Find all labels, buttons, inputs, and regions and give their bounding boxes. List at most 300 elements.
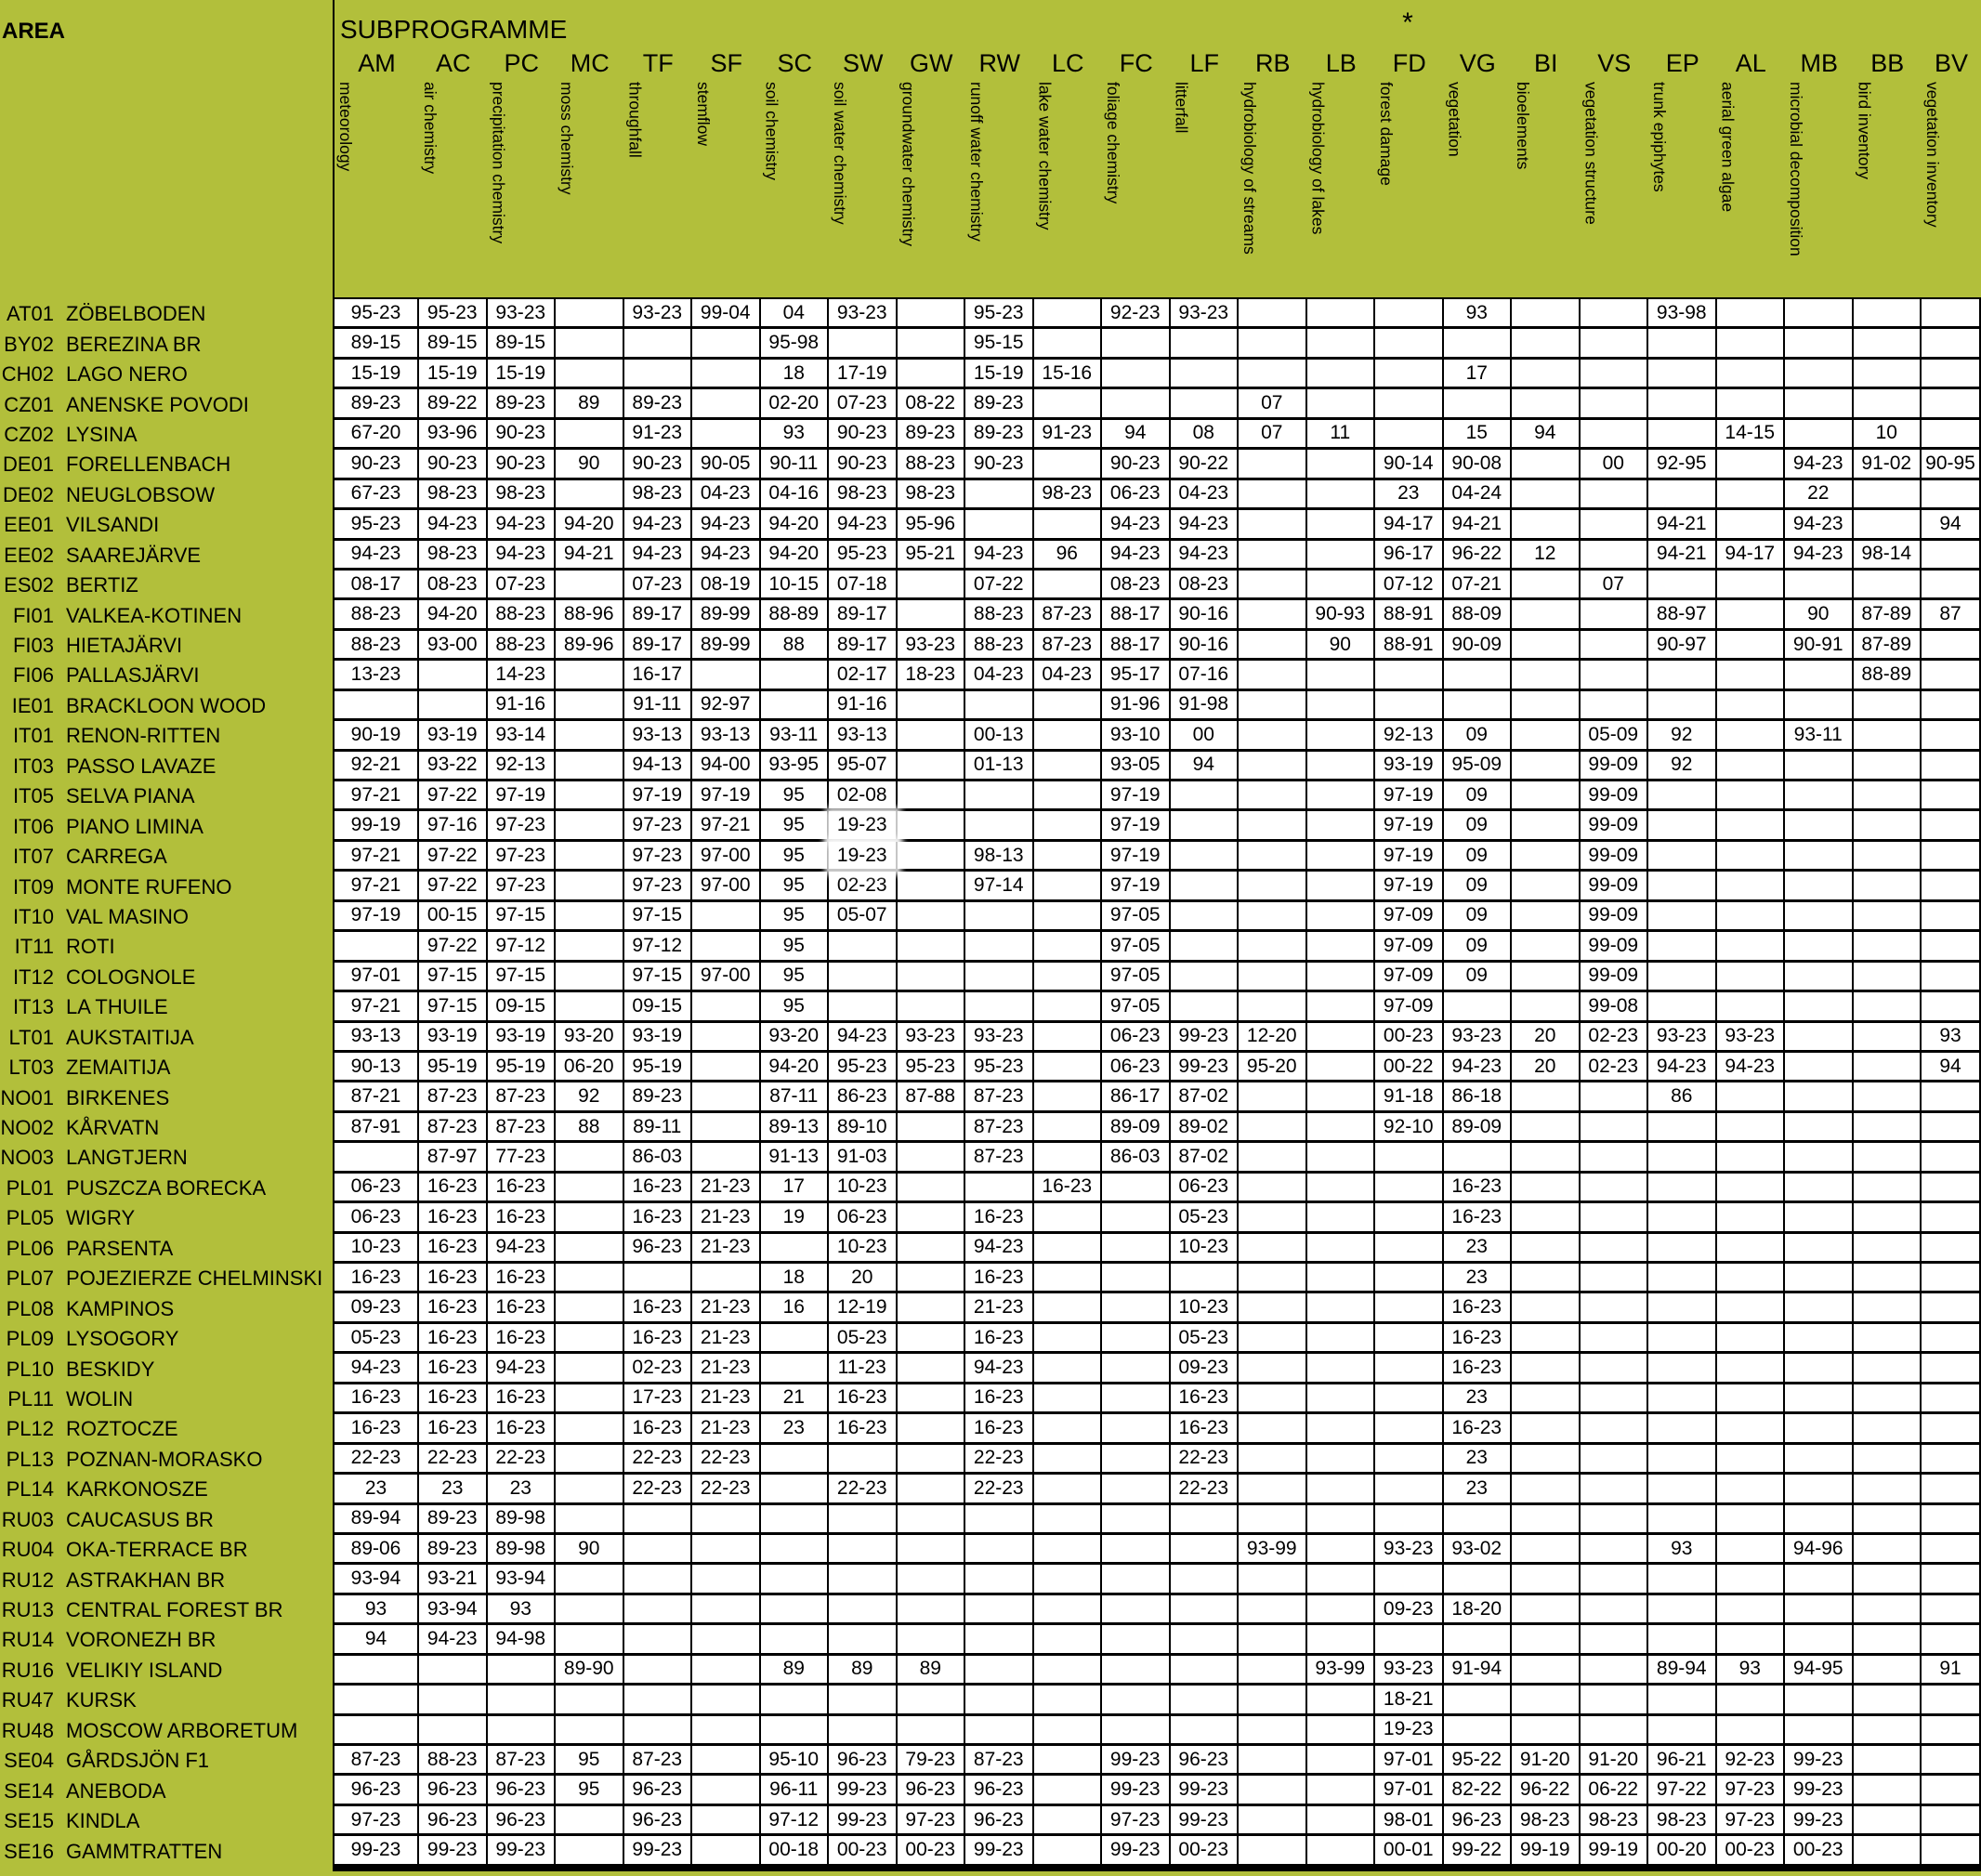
matrix-cell-PL09-BV xyxy=(1922,1324,1981,1354)
matrix-cell-IT03-MB xyxy=(1785,752,1854,781)
area-name: LYSINA xyxy=(66,422,138,446)
matrix-cell-ES02-LF: 08-23 xyxy=(1171,571,1240,600)
matrix-cell-RU47-VG xyxy=(1444,1686,1513,1715)
matrix-cell-IT12-AL xyxy=(1717,963,1786,992)
matrix-cell-IT09-MB xyxy=(1785,872,1854,901)
matrix-cell-IT07-BI xyxy=(1512,842,1581,872)
row-label-SE16 xyxy=(0,1836,333,1866)
column-name-AL: aerial green algae xyxy=(1718,82,1738,213)
matrix-cell-PL09-FD xyxy=(1375,1324,1444,1354)
matrix-cell-SE15-PC: 96-23 xyxy=(488,1806,557,1836)
matrix-cell-LT03-GW: 95-23 xyxy=(898,1053,966,1082)
matrix-cell-PL14-SC xyxy=(761,1475,830,1504)
matrix-cell-SE16-MB: 00-23 xyxy=(1785,1836,1854,1866)
matrix-cell-PL10-GW xyxy=(898,1354,966,1384)
matrix-cell-PL05-BB xyxy=(1854,1203,1922,1233)
matrix-cell-IT13-FC: 97-05 xyxy=(1102,992,1171,1022)
matrix-cell-RU04-SW xyxy=(829,1535,898,1565)
matrix-cell-SE04-AM: 87-23 xyxy=(335,1746,419,1776)
matrix-cell-IT01-VS: 05-09 xyxy=(1581,721,1649,751)
matrix-cell-PL09-BI xyxy=(1512,1324,1581,1354)
matrix-cell-LT03-AL: 94-23 xyxy=(1717,1053,1786,1082)
matrix-cell-RU12-RB xyxy=(1239,1565,1307,1594)
matrix-cell-NO03-EP xyxy=(1648,1143,1717,1173)
matrix-cell-PL10-SF: 21-23 xyxy=(692,1354,761,1384)
matrix-cell-IT11-VG: 09 xyxy=(1444,932,1513,962)
matrix-cell-IT07-FC: 97-19 xyxy=(1102,842,1171,872)
matrix-cell-IT07-BB xyxy=(1854,842,1922,872)
matrix-cell-IE01-VS xyxy=(1581,691,1649,721)
matrix-cell-CH02-MC xyxy=(556,360,624,389)
matrix-cell-FI06-AC xyxy=(419,661,488,690)
matrix-cell-EE02-EP: 94-21 xyxy=(1648,541,1717,571)
matrix-cell-RU13-LC xyxy=(1034,1595,1103,1625)
matrix-cell-LT01-RW: 93-23 xyxy=(965,1023,1034,1053)
area-code: RU47 xyxy=(1,1688,54,1712)
matrix-cell-PL13-SW xyxy=(829,1445,898,1475)
area-name: ROZTOCZE xyxy=(66,1417,178,1441)
matrix-cell-IT05-SF: 97-19 xyxy=(692,781,761,811)
matrix-cell-CZ02-AC: 93-96 xyxy=(419,420,488,450)
matrix-cell-RU12-AL xyxy=(1717,1565,1786,1594)
matrix-cell-NO03-VG xyxy=(1444,1143,1513,1173)
area-name: VORONEZH BR xyxy=(66,1628,216,1652)
matrix-cell-DE02-SF: 04-23 xyxy=(692,480,761,510)
matrix-cell-RU16-BI xyxy=(1512,1656,1581,1686)
matrix-cell-PL05-MB xyxy=(1785,1203,1854,1233)
matrix-cell-PL08-FC xyxy=(1102,1293,1171,1323)
column-name-GW: groundwater chemistry xyxy=(899,82,918,247)
column-name-SW: soil water chemistry xyxy=(831,82,849,225)
matrix-cell-PL12-RW: 16-23 xyxy=(965,1414,1034,1444)
matrix-cell-RU16-BB xyxy=(1854,1656,1922,1686)
matrix-cell-PL11-BV xyxy=(1922,1384,1981,1414)
matrix-cell-NO01-RW: 87-23 xyxy=(965,1082,1034,1112)
matrix-cell-PL13-BV xyxy=(1922,1445,1981,1475)
matrix-cell-IT12-GW xyxy=(898,963,966,992)
matrix-cell-RU12-FC xyxy=(1102,1565,1171,1594)
matrix-cell-EE01-LF: 94-23 xyxy=(1171,510,1240,540)
matrix-cell-EE01-LC xyxy=(1034,510,1103,540)
matrix-cell-FI06-MB xyxy=(1785,661,1854,690)
matrix-cell-IT01-MB: 93-11 xyxy=(1785,721,1854,751)
matrix-cell-IT11-BB xyxy=(1854,932,1922,962)
matrix-cell-DE02-EP xyxy=(1648,480,1717,510)
matrix-cell-ES02-EP xyxy=(1648,571,1717,600)
matrix-cell-PL12-SW: 16-23 xyxy=(829,1414,898,1444)
matrix-cell-BY02-SW xyxy=(829,329,898,359)
matrix-cell-RU16-AL: 93 xyxy=(1717,1656,1786,1686)
matrix-cell-FI03-SW: 89-17 xyxy=(829,631,898,661)
matrix-cell-RU12-AC: 93-21 xyxy=(419,1565,488,1594)
matrix-cell-IT07-PC: 97-23 xyxy=(488,842,557,872)
matrix-cell-PL11-AC: 16-23 xyxy=(419,1384,488,1414)
matrix-cell-RU47-FD: 18-21 xyxy=(1375,1686,1444,1715)
matrix-cell-FI06-SF xyxy=(692,661,761,690)
matrix-cell-IT06-SC: 95 xyxy=(761,811,830,841)
matrix-cell-PL11-GW xyxy=(898,1384,966,1414)
matrix-cell-SE16-LB xyxy=(1307,1836,1376,1866)
matrix-cell-PL13-FC xyxy=(1102,1445,1171,1475)
matrix-cell-FI03-LB: 90 xyxy=(1307,631,1376,661)
column-code-AM: AM xyxy=(358,49,396,77)
matrix-cell-CH02-LC: 15-16 xyxy=(1034,360,1103,389)
matrix-cell-LT01-GW: 93-23 xyxy=(898,1023,966,1053)
matrix-cell-PL08-MB xyxy=(1785,1293,1854,1323)
matrix-cell-RU47-SW xyxy=(829,1686,898,1715)
area-name: GÅRDSJÖN F1 xyxy=(66,1749,210,1773)
matrix-cell-CH02-LF xyxy=(1171,360,1240,389)
matrix-cell-IT11-VS: 99-09 xyxy=(1581,932,1649,962)
matrix-cell-PL13-AM: 22-23 xyxy=(335,1445,419,1475)
matrix-cell-BY02-MB xyxy=(1785,329,1854,359)
matrix-cell-RU47-EP xyxy=(1648,1686,1717,1715)
row-label-IT01 xyxy=(0,721,333,751)
matrix-cell-IT05-MB xyxy=(1785,781,1854,811)
matrix-cell-RU13-SF xyxy=(692,1595,761,1625)
matrix-cell-PL13-AC: 22-23 xyxy=(419,1445,488,1475)
area-code: PL10 xyxy=(6,1357,54,1381)
matrix-cell-RU12-VS xyxy=(1581,1565,1649,1594)
matrix-cell-IT13-TF: 09-15 xyxy=(624,992,693,1022)
matrix-cell-RU16-LF xyxy=(1171,1656,1240,1686)
matrix-cell-FI06-GW: 18-23 xyxy=(898,661,966,690)
matrix-cell-PL12-SC: 23 xyxy=(761,1414,830,1444)
row-label-EE01 xyxy=(0,510,333,540)
matrix-cell-PL06-LC xyxy=(1034,1234,1103,1264)
matrix-cell-PL14-BI xyxy=(1512,1475,1581,1504)
matrix-cell-IT11-MB xyxy=(1785,932,1854,962)
matrix-cell-FI06-FD xyxy=(1375,661,1444,690)
matrix-cell-ES02-LB xyxy=(1307,571,1376,600)
matrix-cell-IE01-FC: 91-96 xyxy=(1102,691,1171,721)
matrix-cell-RU03-AC: 89-23 xyxy=(419,1505,488,1535)
matrix-cell-PL05-GW xyxy=(898,1203,966,1233)
matrix-cell-RU13-MC xyxy=(556,1595,624,1625)
matrix-cell-DE02-VS xyxy=(1581,480,1649,510)
matrix-cell-RU16-RW xyxy=(965,1656,1034,1686)
matrix-cell-PL09-SF: 21-23 xyxy=(692,1324,761,1354)
matrix-cell-LT01-BV: 93 xyxy=(1922,1023,1981,1053)
matrix-cell-PL06-VS xyxy=(1581,1234,1649,1264)
row-label-PL05 xyxy=(0,1203,333,1233)
matrix-cell-PL12-LF: 16-23 xyxy=(1171,1414,1240,1444)
matrix-cell-RU03-BB xyxy=(1854,1505,1922,1535)
matrix-cell-DE02-BB xyxy=(1854,480,1922,510)
matrix-cell-PL07-VS xyxy=(1581,1264,1649,1293)
matrix-cell-IT09-SW: 02-23 xyxy=(829,872,898,901)
area-name: KAMPINOS xyxy=(66,1296,175,1320)
matrix-cell-PL14-LF: 22-23 xyxy=(1171,1475,1240,1504)
matrix-cell-CH02-FC xyxy=(1102,360,1171,389)
matrix-cell-IT13-GW xyxy=(898,992,966,1022)
matrix-cell-CH02-SW: 17-19 xyxy=(829,360,898,389)
area-name: FORELLENBACH xyxy=(66,453,231,477)
matrix-cell-BY02-VG xyxy=(1444,329,1513,359)
matrix-cell-IT10-AL xyxy=(1717,902,1786,932)
matrix-cell-PL05-SW: 06-23 xyxy=(829,1203,898,1233)
matrix-cell-DE01-VG: 90-08 xyxy=(1444,450,1513,479)
matrix-cell-PL14-AL xyxy=(1717,1475,1786,1504)
matrix-cell-NO02-BI xyxy=(1512,1113,1581,1143)
column-code-SF: SF xyxy=(710,49,742,77)
matrix-cell-DE01-TF: 90-23 xyxy=(624,450,693,479)
matrix-cell-NO02-SC: 89-13 xyxy=(761,1113,830,1143)
matrix-cell-IT03-RB xyxy=(1239,752,1307,781)
matrix-cell-NO02-EP xyxy=(1648,1113,1717,1143)
matrix-cell-NO03-SF xyxy=(692,1143,761,1173)
matrix-cell-RU47-BV xyxy=(1922,1686,1981,1715)
matrix-cell-PL12-MB xyxy=(1785,1414,1854,1444)
matrix-cell-SE15-LF: 99-23 xyxy=(1171,1806,1240,1836)
matrix-cell-PL06-RB xyxy=(1239,1234,1307,1264)
column-code-FC: FC xyxy=(1119,49,1153,77)
matrix-cell-IT05-BB xyxy=(1854,781,1922,811)
matrix-cell-PL11-LF: 16-23 xyxy=(1171,1384,1240,1414)
matrix-cell-SE16-LF: 00-23 xyxy=(1171,1836,1240,1866)
matrix-cell-FI06-TF: 16-17 xyxy=(624,661,693,690)
row-label-RU14 xyxy=(0,1625,333,1655)
area-name: ZEMAITIJA xyxy=(66,1056,171,1080)
matrix-cell-IT13-RW xyxy=(965,992,1034,1022)
matrix-cell-FI06-BB: 88-89 xyxy=(1854,661,1922,690)
matrix-cell-SE14-LC xyxy=(1034,1776,1103,1805)
matrix-cell-DE01-FD: 90-14 xyxy=(1375,450,1444,479)
matrix-cell-PL14-GW xyxy=(898,1475,966,1504)
matrix-cell-PL13-RW: 22-23 xyxy=(965,1445,1034,1475)
matrix-cell-IT01-RB xyxy=(1239,721,1307,751)
matrix-cell-AT01-RB xyxy=(1239,299,1307,329)
matrix-cell-CZ02-FD xyxy=(1375,420,1444,450)
matrix-cell-PL08-BI xyxy=(1512,1293,1581,1323)
row-label-AT01 xyxy=(0,299,333,329)
matrix-cell-CH02-VS xyxy=(1581,360,1649,389)
matrix-cell-PL10-SC xyxy=(761,1354,830,1384)
matrix-cell-FI03-BV xyxy=(1922,631,1981,661)
matrix-cell-BY02-VS xyxy=(1581,329,1649,359)
area-code: RU16 xyxy=(1,1658,54,1682)
area-name: VAL MASINO xyxy=(66,904,190,928)
matrix-cell-IT12-FD: 97-09 xyxy=(1375,963,1444,992)
matrix-cell-SE15-FC: 97-23 xyxy=(1102,1806,1171,1836)
area-name: ZÖBELBODEN xyxy=(66,302,206,326)
area-code: PL01 xyxy=(6,1175,54,1200)
row-label-IT03 xyxy=(0,752,333,781)
matrix-cell-PL11-VG: 23 xyxy=(1444,1384,1513,1414)
matrix-cell-CZ02-BI: 94 xyxy=(1512,420,1581,450)
matrix-cell-IT12-SF: 97-00 xyxy=(692,963,761,992)
matrix-cell-NO02-GW xyxy=(898,1113,966,1143)
matrix-cell-IT12-TF: 97-15 xyxy=(624,963,693,992)
matrix-cell-PL14-BV xyxy=(1922,1475,1981,1504)
matrix-cell-PL09-VS xyxy=(1581,1324,1649,1354)
matrix-cell-RU47-VS xyxy=(1581,1686,1649,1715)
matrix-cell-PL08-AL xyxy=(1717,1293,1786,1323)
matrix-cell-IT05-GW xyxy=(898,781,966,811)
matrix-cell-RU12-TF xyxy=(624,1565,693,1594)
matrix-cell-CZ02-VG: 15 xyxy=(1444,420,1513,450)
matrix-cell-IT06-SW: 19-23 xyxy=(829,811,898,841)
matrix-cell-CZ02-SF xyxy=(692,420,761,450)
matrix-cell-BY02-RW: 95-15 xyxy=(965,329,1034,359)
matrix-cell-CZ01-BV xyxy=(1922,389,1981,419)
matrix-cell-RU04-TF xyxy=(624,1535,693,1565)
matrix-cell-LT01-SF xyxy=(692,1023,761,1053)
matrix-cell-IT12-AC: 97-15 xyxy=(419,963,488,992)
matrix-cell-IT10-MC xyxy=(556,902,624,932)
matrix-cell-IT01-AL xyxy=(1717,721,1786,751)
matrix-cell-PL06-SW: 10-23 xyxy=(829,1234,898,1264)
matrix-cell-NO03-MC xyxy=(556,1143,624,1173)
matrix-cell-RU03-BI xyxy=(1512,1505,1581,1535)
row-label-PL08 xyxy=(0,1293,333,1323)
matrix-cell-IT13-SF xyxy=(692,992,761,1022)
matrix-cell-CZ01-BI xyxy=(1512,389,1581,419)
matrix-cell-SE14-TF: 96-23 xyxy=(624,1776,693,1805)
matrix-cell-PL05-RB xyxy=(1239,1203,1307,1233)
matrix-cell-IT13-SC: 95 xyxy=(761,992,830,1022)
matrix-cell-CH02-RW: 15-19 xyxy=(965,360,1034,389)
matrix-cell-PL11-LC xyxy=(1034,1384,1103,1414)
matrix-cell-IT06-AM: 99-19 xyxy=(335,811,419,841)
matrix-cell-RU14-VG xyxy=(1444,1625,1513,1655)
matrix-cell-SE04-AL: 92-23 xyxy=(1717,1746,1786,1776)
matrix-cell-IT01-GW xyxy=(898,721,966,751)
matrix-cell-FI01-BV: 87 xyxy=(1922,600,1981,630)
matrix-cell-PL01-LC: 16-23 xyxy=(1034,1174,1103,1203)
matrix-cell-LT03-MB xyxy=(1785,1053,1854,1082)
matrix-cell-PL01-EP xyxy=(1648,1174,1717,1203)
matrix-cell-EE01-FD: 94-17 xyxy=(1375,510,1444,540)
matrix-cell-LT03-FC: 06-23 xyxy=(1102,1053,1171,1082)
matrix-cell-PL05-BV xyxy=(1922,1203,1981,1233)
matrix-cell-RU14-EP xyxy=(1648,1625,1717,1655)
matrix-cell-PL10-MC xyxy=(556,1354,624,1384)
matrix-cell-NO03-BB xyxy=(1854,1143,1922,1173)
matrix-cell-PL14-AM: 23 xyxy=(335,1475,419,1504)
matrix-cell-PL05-EP xyxy=(1648,1203,1717,1233)
column-code-VG: VG xyxy=(1459,49,1496,77)
area-code: IT09 xyxy=(12,874,54,899)
matrix-cell-PL07-BI xyxy=(1512,1264,1581,1293)
matrix-cell-PL11-EP xyxy=(1648,1384,1717,1414)
matrix-cell-AT01-AM: 95-23 xyxy=(335,299,419,329)
area-code: CZ02 xyxy=(4,422,54,446)
matrix-cell-ES02-VS: 07 xyxy=(1581,571,1649,600)
matrix-cell-IT06-MC xyxy=(556,811,624,841)
matrix-cell-PL08-GW xyxy=(898,1293,966,1323)
area-name: VELIKIY ISLAND xyxy=(66,1658,223,1682)
matrix-cell-FI01-EP: 88-97 xyxy=(1648,600,1717,630)
row-label-RU04 xyxy=(0,1535,333,1565)
matrix-cell-CZ01-SC: 02-20 xyxy=(761,389,830,419)
matrix-cell-CZ02-GW: 89-23 xyxy=(898,420,966,450)
matrix-cell-RU03-FC xyxy=(1102,1505,1171,1535)
matrix-cell-PL09-BB xyxy=(1854,1324,1922,1354)
column-code-FD: FD xyxy=(1392,49,1426,77)
matrix-cell-RU48-SF xyxy=(692,1716,761,1746)
matrix-cell-RU04-SC xyxy=(761,1535,830,1565)
matrix-cell-IT05-RB xyxy=(1239,781,1307,811)
matrix-cell-PL05-LB xyxy=(1307,1203,1376,1233)
matrix-cell-AT01-PC: 93-23 xyxy=(488,299,557,329)
matrix-cell-IT12-VG: 09 xyxy=(1444,963,1513,992)
area-code: PL11 xyxy=(7,1386,54,1410)
matrix-cell-CZ02-LC: 91-23 xyxy=(1034,420,1103,450)
matrix-cell-IT06-LC xyxy=(1034,811,1103,841)
matrix-cell-PL11-SW: 16-23 xyxy=(829,1384,898,1414)
matrix-cell-SE14-AL: 97-23 xyxy=(1717,1776,1786,1805)
matrix-cell-FI03-SC: 88 xyxy=(761,631,830,661)
matrix-cell-RU47-RB xyxy=(1239,1686,1307,1715)
matrix-cell-RU12-BI xyxy=(1512,1565,1581,1594)
matrix-cell-IE01-RW xyxy=(965,691,1034,721)
matrix-cell-PL10-TF: 02-23 xyxy=(624,1354,693,1384)
matrix-cell-RU16-PC xyxy=(488,1656,557,1686)
matrix-cell-RU14-TF xyxy=(624,1625,693,1655)
matrix-cell-PL06-FD xyxy=(1375,1234,1444,1264)
matrix-cell-NO01-TF: 89-23 xyxy=(624,1082,693,1112)
matrix-cell-RU04-LC xyxy=(1034,1535,1103,1565)
area-code: IT13 xyxy=(12,995,54,1019)
matrix-cell-SE14-PC: 96-23 xyxy=(488,1776,557,1805)
matrix-cell-PL13-EP xyxy=(1648,1445,1717,1475)
matrix-cell-FI01-RB xyxy=(1239,600,1307,630)
matrix-cell-PL08-MC xyxy=(556,1293,624,1323)
area-name: PARSENTA xyxy=(66,1236,174,1260)
matrix-cell-ES02-RB xyxy=(1239,571,1307,600)
matrix-cell-IT06-BB xyxy=(1854,811,1922,841)
matrix-cell-DE02-AC: 98-23 xyxy=(419,480,488,510)
matrix-cell-CZ02-BV xyxy=(1922,420,1981,450)
area-code: RU14 xyxy=(1,1628,54,1652)
area-code: NO03 xyxy=(0,1146,54,1170)
matrix-cell-IT12-BV xyxy=(1922,963,1981,992)
area-name: KURSK xyxy=(66,1688,137,1712)
matrix-cell-RU12-SF xyxy=(692,1565,761,1594)
matrix-cell-PL12-LB xyxy=(1307,1414,1376,1444)
matrix-cell-PL06-MC xyxy=(556,1234,624,1264)
matrix-cell-FI01-SF: 89-99 xyxy=(692,600,761,630)
matrix-cell-CH02-SC: 18 xyxy=(761,360,830,389)
matrix-cell-DE02-GW: 98-23 xyxy=(898,480,966,510)
matrix-cell-PL12-PC: 16-23 xyxy=(488,1414,557,1444)
row-label-IT07 xyxy=(0,842,333,872)
matrix-cell-IE01-LB xyxy=(1307,691,1376,721)
matrix-cell-RU03-FD xyxy=(1375,1505,1444,1535)
matrix-cell-RU14-AL xyxy=(1717,1625,1786,1655)
matrix-cell-RU16-SF xyxy=(692,1656,761,1686)
matrix-cell-RU04-VG: 93-02 xyxy=(1444,1535,1513,1565)
matrix-cell-CZ02-PC: 90-23 xyxy=(488,420,557,450)
matrix-cell-PL10-FC xyxy=(1102,1354,1171,1384)
matrix-cell-LT01-BI: 20 xyxy=(1512,1023,1581,1053)
matrix-cell-CZ02-TF: 91-23 xyxy=(624,420,693,450)
matrix-cell-IT03-GW xyxy=(898,752,966,781)
row-label-SE14 xyxy=(0,1776,333,1805)
row-label-RU16 xyxy=(0,1656,333,1686)
matrix-cell-IT01-TF: 93-13 xyxy=(624,721,693,751)
matrix-cell-BY02-FC xyxy=(1102,329,1171,359)
matrix-cell-PL07-SW: 20 xyxy=(829,1264,898,1293)
matrix-cell-LT01-MC: 93-20 xyxy=(556,1023,624,1053)
matrix-cell-CZ01-SW: 07-23 xyxy=(829,389,898,419)
matrix-cell-PL14-PC: 23 xyxy=(488,1475,557,1504)
matrix-cell-RU16-MC: 89-90 xyxy=(556,1656,624,1686)
area-code: IT12 xyxy=(12,964,54,989)
row-label-PL11 xyxy=(0,1384,333,1414)
column-name-SF: stemflow xyxy=(694,82,713,147)
